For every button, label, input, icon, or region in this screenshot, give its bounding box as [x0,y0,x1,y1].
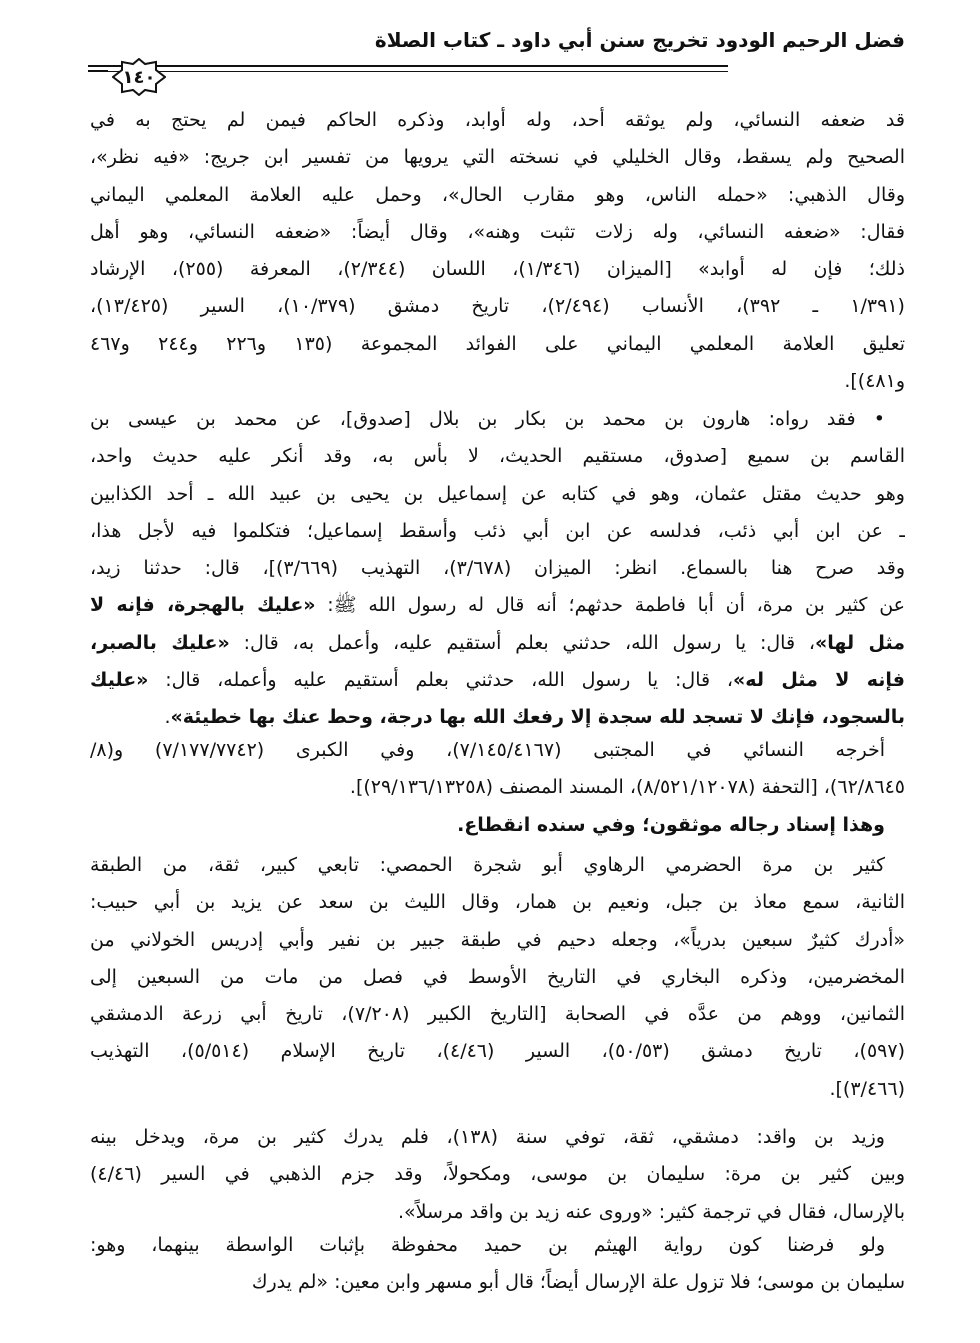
text-line: أخرجه النسائي في المجتبى (٧/١٤٥/٤١٦٧)، وفي الكبرى (٧/١٧٧/٧٧٤٢) و(٨/ [90,739,885,761]
text-line: وهو حديث مقتل عثمان، وهو في كتابه عن إسماعيل بن يحيى بن عبيد الله ـ أحد الكذابين [90,482,905,505]
text-line: «أدرك كثيرٌ سبعين بدرياً»، وجعله دحيم في طبقة جبير بن نفير وأبي إدريس الخولاني من [90,928,905,951]
text-segment: ، قال: يا رسول الله، حدثني بعلم أستقيم عليه وأعمله، قال: [148,669,734,692]
text-segment: عن كثير بن مرة، أن أبا فاطمة حدثهم؛ أنه قال له رسول الله ﷺ: [315,594,905,617]
text-line: قد ضعفه النسائي، ولم يوثقه أحد، وله أوابد، وذكره الحاكم فيمن لم يحتج به في [90,109,905,131]
text-line [90,625,905,662]
bold-hadith-text: بالسجود، فإنك لا تسجد لله سجدة إلا رفعك الله بها درجة، وحط عنك بها خطيئة» [170,706,905,729]
book-title: فضل الرحيم الودود تخريج سنن أبي داود ـ كتاب الصلاة [374,28,905,52]
header-rule-top [88,65,728,67]
text-line: القاسم بن سميع [صدوق، مستقيم الحديث، لا بأس به، وقد أنكر عليه حديث واحد، [90,445,905,468]
paragraph-irsal-discussion [90,1227,905,1302]
bold-hadith-text: «عليك بالهجرة، فإنه لا [90,594,316,617]
paragraph-isnad-and-hadith [90,401,905,737]
text-line: وقد صرح هنا بالسماع. انظر: الميزان (٣/٦٧٨)، التهذيب (٣/٦٦٩)]، قال: حدثنا زيد، [90,557,905,580]
text-line: الصحيح ولم يسقط، وقال الخليلي في نسخته التي يرويها من تفسير ابن جريج: «فيه نظر»، [90,146,905,169]
paragraph-zayd-bio [90,1119,905,1231]
text-line [90,587,905,624]
header-rule-stub [88,70,108,72]
text-line [90,662,905,699]
text-line: ذلك؛ فإن له أوابد» [الميزان (١/٣٤٦)، اللسان (٢/٣٤٤)، المعرفة (٢٥٥)، الإرشاد [90,258,905,281]
paragraph-narrator-critique [90,102,905,400]
text-line: ـ عن ابن أبي ذئب، فدلسه عن ابن أبي ذئب وأسقط إسماعيل؛ فتكلموا فيه لأجل هذا، [90,519,905,542]
text-segment: ، قال: يا رسول الله، حدثني بعلم أستقيم عليه، وأعمل به، قال: [229,631,815,654]
text-line: (٥٩٧)، تاريخ دمشق (٥٠/٥٣)، السير (٤/٤٦)، تاريخ الإسلام (٥/٥١٤)، التهذيب [90,1040,905,1063]
text-line: فقال: «ضعفه النسائي، وله زلات تثبت وهنه»، وقال أيضاً: «ضعفه النسائي، وهو أهل [90,220,905,243]
paragraph-kathir-bio [90,847,905,1108]
bold-hadith-text: وهذا إسناد رجاله موثقون؛ وفي سنده انقطاع. [457,814,885,836]
text-line: بالإرسال، فقال في ترجمة كثير: «وروى عنه زيد بن واقد مرسلاً». [398,1200,905,1223]
header-rule-bottom [88,71,728,72]
bold-hadith-text: «عليك بالصبر، [90,631,230,654]
bold-hadith-text: «عليك [90,669,149,692]
text-line: وبين كثير بن مرة: سليمان بن موسى، ومكحولاً، وقد جزم الذهبي في السير (٤/٤٦) [90,1163,905,1186]
text-line: • فقد رواه: هارون بن محمد بن بكار بن بلال [صدوق]، عن محمد بن عيسى بن [90,408,885,430]
text-line: كثير بن مرة الحضرمي الرهاوي أبو شجرة الحمصي: تابعي كبير، ثقة، من الطبقة [90,854,885,876]
bold-hadith-text: فإنه لا مثل له» [733,669,905,692]
text-line [90,807,905,844]
text-line: وزيد بن واقد: دمشقي، ثقة، توفي سنة (١٣٨)، فلم يدرك كثير بن مرة، ويدخل بينه [90,1126,885,1148]
text-line: (١/٣٩١ ـ ٣٩٢)، الأنساب (٢/٤٩٤)، تاريخ دمشق (١٠/٣٧٩)، السير (١٣/٤٢٥)، [90,295,905,318]
text-line: المخضرمين، وذكره البخاري في التاريخ الأوسط في فصل من مات من السبعين إلى [90,965,905,988]
text-line: تعليق العلامة المعلمي اليماني على الفوائد المجموعة (١٣٥ و٢٢٦ و٢٤٤ و٤٦٧ [90,332,905,355]
page-number-badge [112,58,166,96]
text-line: وقال الذهبي: «حمله الناس، وهو مقارب الحال»، وحمل عليه العلامة المعلمي اليماني [90,183,905,206]
text-line: الثمانين، ووهم من عدَّه في الصحابة [التاريخ الكبير (٧/٢٠٨)، تاريخ أبي زرعة الدمشقي [90,1003,905,1026]
page-number: ١٤٠ [122,66,156,88]
text-line: سليمان بن موسى؛ فلا تزول علة الإرسال أيضاً؛ قال أبو مسهر وابن معين: «لم يدرك [251,1271,905,1294]
text-line: الثانية، سمع معاذ بن جبل، ونعيم بن همار، وقال الليث بن سعد عن يزيد بن أبي حبيب: [90,891,905,914]
text-line: (٣/٤٦٦)]. [829,1077,905,1100]
text-line: ٦٢/٨٦٤٥)، [التحفة (٨/٥٢١/١٢٠٧٨)، المسند المصنف (٢٩/١٣٦/١٣٢٥٨)]. [349,776,905,799]
bold-hadith-text: مثل لها» [815,631,905,654]
paragraph-verdict [90,807,905,844]
text-segment: . [164,706,171,729]
text-line: و٤٨١)]. [844,370,905,393]
text-line: ولو فرضنا كون رواية الهيثم بن حميد محفوظة بإثبات الواسطة بينهما، وهو: [90,1234,885,1256]
paragraph-takhrij [90,732,905,807]
